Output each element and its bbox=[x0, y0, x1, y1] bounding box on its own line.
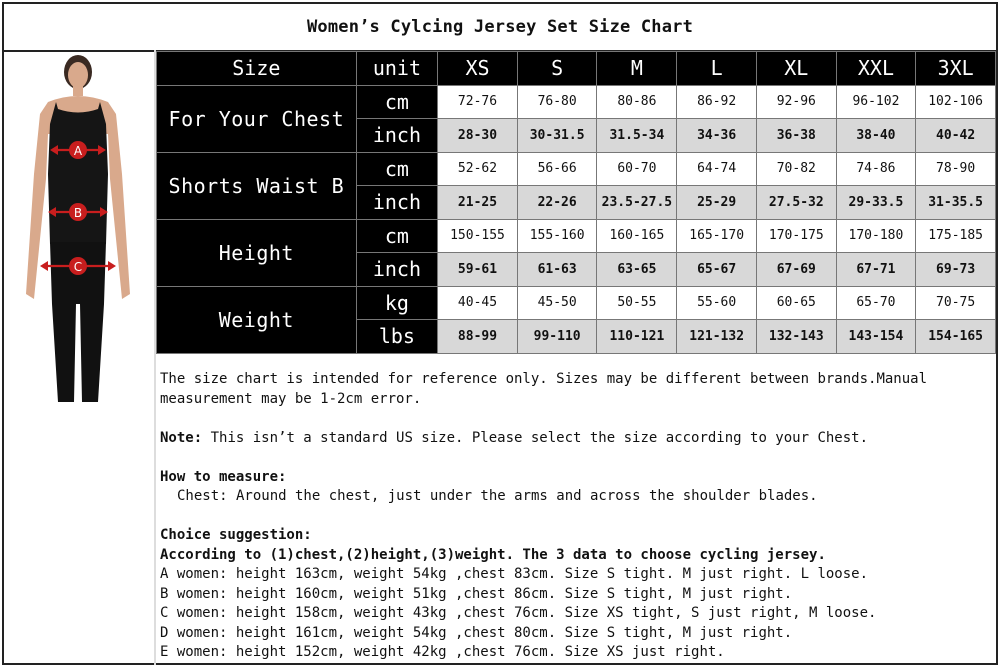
row-group-label: Height bbox=[157, 219, 357, 286]
value-cell: 29-33.5 bbox=[836, 186, 916, 220]
header-size-xxl: XXL bbox=[836, 52, 916, 86]
table-row bbox=[157, 152, 996, 186]
value-cell: 60-70 bbox=[597, 152, 677, 186]
unit-cell: kg bbox=[356, 286, 438, 320]
example-c: C women: height 158cm, weight 43kg ,chest 76cm. Size XS tight, S just right, M loose. bbox=[160, 605, 877, 621]
value-cell: 86-92 bbox=[677, 85, 757, 119]
size-chart-frame bbox=[2, 2, 998, 665]
model-figure bbox=[18, 54, 138, 404]
value-cell: 160-165 bbox=[597, 219, 677, 253]
value-cell: 45-50 bbox=[517, 286, 597, 320]
value-cell: 55-60 bbox=[677, 286, 757, 320]
header-unit: unit bbox=[356, 52, 438, 86]
value-cell: 70-75 bbox=[916, 286, 996, 320]
unit-cell: cm bbox=[356, 219, 438, 253]
choice-suggestion-subtitle: According to (1)chest,(2)height,(3)weight. The 3 data to choose cycling jersey. bbox=[160, 546, 826, 563]
table-row bbox=[157, 286, 996, 320]
choice-suggestion-title: Choice suggestion: bbox=[160, 527, 312, 543]
header-size: Size bbox=[157, 52, 357, 86]
value-cell: 21-25 bbox=[438, 186, 518, 220]
value-cell: 65-70 bbox=[836, 286, 916, 320]
value-cell: 96-102 bbox=[836, 85, 916, 119]
row-group-label: Weight bbox=[157, 286, 357, 353]
value-cell: 170-175 bbox=[756, 219, 836, 253]
value-cell: 63-65 bbox=[597, 253, 677, 287]
value-cell: 88-99 bbox=[438, 320, 518, 354]
value-cell: 67-71 bbox=[836, 253, 916, 287]
table-row bbox=[157, 219, 996, 253]
value-cell: 92-96 bbox=[756, 85, 836, 119]
chart-title: Women’s Cylcing Jersey Set Size Chart bbox=[4, 4, 996, 52]
disclaimer-line-2: measurement may be 1-2cm error. bbox=[160, 390, 422, 407]
example-d: D women: height 161cm, weight 54kg ,chest 80cm. Size S tight, M just right. bbox=[160, 624, 793, 641]
value-cell: 59-61 bbox=[438, 253, 518, 287]
value-cell: 36-38 bbox=[756, 119, 836, 153]
value-cell: 40-45 bbox=[438, 286, 518, 320]
value-cell: 175-185 bbox=[916, 219, 996, 253]
value-cell: 56-66 bbox=[517, 152, 597, 186]
value-cell: 23.5-27.5 bbox=[597, 186, 677, 220]
size-table-body bbox=[157, 52, 996, 354]
value-cell: 40-42 bbox=[916, 119, 996, 153]
header-size-l: L bbox=[677, 52, 757, 86]
value-cell: 30-31.5 bbox=[517, 119, 597, 153]
header-size-xs: XS bbox=[438, 52, 518, 86]
value-cell: 154-165 bbox=[916, 320, 996, 354]
value-cell: 102-106 bbox=[916, 85, 996, 119]
value-cell: 64-74 bbox=[677, 152, 757, 186]
how-to-measure-text: Chest: Around the chest, just under the arms and across the shoulder blades. bbox=[177, 488, 818, 504]
row-group-label: For Your Chest bbox=[157, 85, 357, 152]
row-group-label: Shorts Waist B bbox=[157, 152, 357, 219]
value-cell: 165-170 bbox=[677, 219, 757, 253]
value-cell: 74-86 bbox=[836, 152, 916, 186]
size-table bbox=[156, 51, 996, 354]
unit-cell: lbs bbox=[356, 320, 438, 354]
unit-cell: inch bbox=[356, 253, 438, 287]
value-cell: 110-121 bbox=[597, 320, 677, 354]
value-cell: 80-86 bbox=[597, 85, 677, 119]
value-cell: 143-154 bbox=[836, 320, 916, 354]
unit-cell: inch bbox=[356, 186, 438, 220]
value-cell: 65-67 bbox=[677, 253, 757, 287]
example-a: A women: height 163cm, weight 54kg ,chest 83cm. Size S tight. M just right. L loose. bbox=[160, 566, 869, 582]
value-cell: 132-143 bbox=[756, 320, 836, 354]
value-cell: 61-63 bbox=[517, 253, 597, 287]
value-cell: 170-180 bbox=[836, 219, 916, 253]
value-cell: 121-132 bbox=[677, 320, 757, 354]
value-cell: 50-55 bbox=[597, 286, 677, 320]
marker-b-label: B bbox=[73, 206, 83, 220]
value-cell: 31.5-34 bbox=[597, 119, 677, 153]
value-cell: 38-40 bbox=[836, 119, 916, 153]
marker-c-label: C bbox=[73, 260, 83, 274]
note-label: Note: bbox=[160, 429, 203, 446]
example-b: B women: height 160cm, weight 51kg ,chest 86cm. Size S tight, M just right. bbox=[160, 585, 793, 602]
how-to-measure-title: How to measure: bbox=[160, 468, 287, 485]
value-cell: 25-29 bbox=[677, 186, 757, 220]
value-cell: 27.5-32 bbox=[756, 186, 836, 220]
unit-cell: cm bbox=[356, 152, 438, 186]
header-size-s: S bbox=[517, 52, 597, 86]
value-cell: 72-76 bbox=[438, 85, 518, 119]
value-cell: 76-80 bbox=[517, 85, 597, 119]
notes-section bbox=[160, 370, 990, 663]
unit-cell: cm bbox=[356, 85, 438, 119]
table-row bbox=[157, 85, 996, 119]
header-size-m: M bbox=[597, 52, 677, 86]
value-cell: 155-160 bbox=[517, 219, 597, 253]
header-size-xl: XL bbox=[756, 52, 836, 86]
note-text: This isn’t a standard US size. Please select the size according to your Chest. bbox=[202, 429, 869, 446]
table-header-row bbox=[157, 52, 996, 86]
value-cell: 22-26 bbox=[517, 186, 597, 220]
value-cell: 99-110 bbox=[517, 320, 597, 354]
disclaimer-line-1: The size chart is intended for reference only. Sizes may be different between brands.Manual bbox=[160, 371, 928, 387]
model-top bbox=[48, 102, 108, 244]
note-line bbox=[160, 429, 990, 449]
value-cell: 28-30 bbox=[438, 119, 518, 153]
header-size-3xl: 3XL bbox=[916, 52, 996, 86]
unit-cell: inch bbox=[356, 119, 438, 153]
value-cell: 34-36 bbox=[677, 119, 757, 153]
value-cell: 78-90 bbox=[916, 152, 996, 186]
value-cell: 60-65 bbox=[756, 286, 836, 320]
value-cell: 70-82 bbox=[756, 152, 836, 186]
value-cell: 67-69 bbox=[756, 253, 836, 287]
value-cell: 52-62 bbox=[438, 152, 518, 186]
value-cell: 31-35.5 bbox=[916, 186, 996, 220]
marker-a-label: A bbox=[73, 144, 83, 158]
value-cell: 69-73 bbox=[916, 253, 996, 287]
example-e: E women: height 152cm, weight 42kg ,chest 76cm. Size XS just right. bbox=[160, 644, 725, 660]
value-cell: 150-155 bbox=[438, 219, 518, 253]
